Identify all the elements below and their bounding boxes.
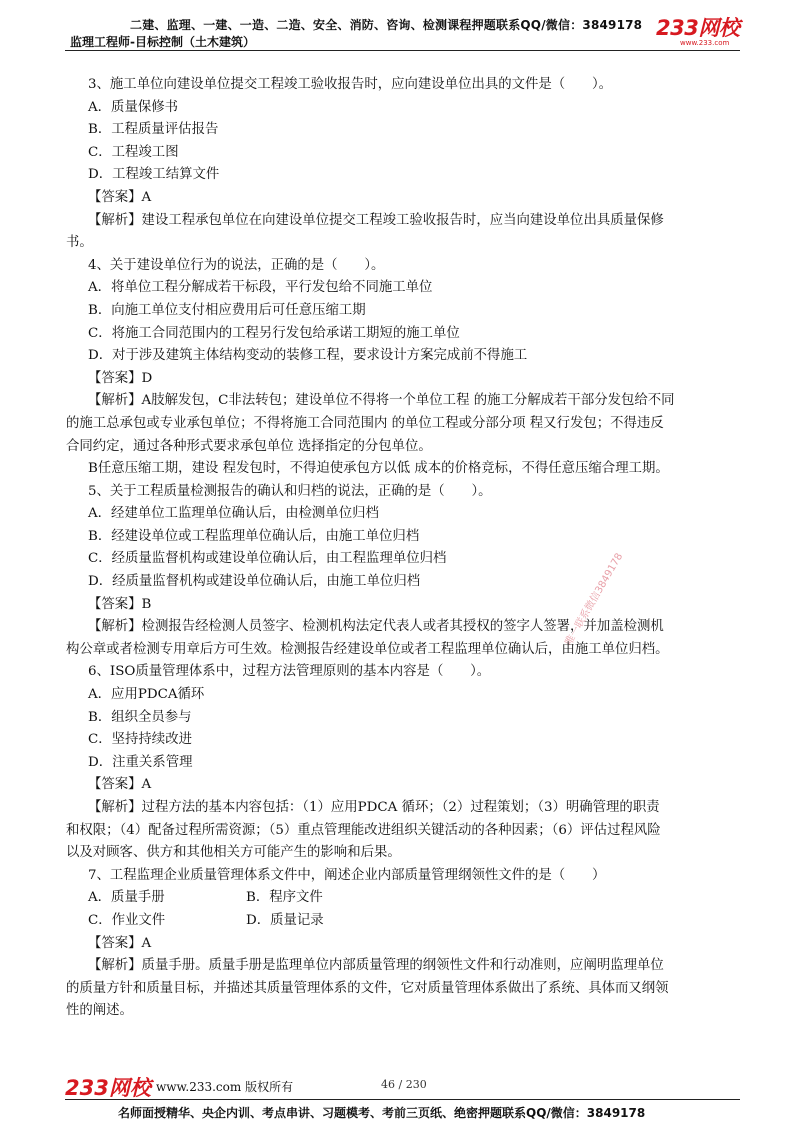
- question-7-option-c: C．作业文件: [88, 912, 166, 928]
- question-4-analysis-cont-3: B任意压缩工期，建设 程发包时，不得迫使承包方以低 成本的价格竞标，不得任意压缩合理工期。: [88, 461, 669, 477]
- question-4-analysis: 【解析】A肢解发包，C非法转包；建设单位不得将一个单位工程 的施工分解成若干部分发包给不同: [88, 393, 675, 409]
- watermark: 唯一联系微信3849178: [563, 551, 626, 648]
- question-5-analysis: 【解析】检测报告经检测人员签字、检测机构法定代表人或者其授权的签字人签署，并加盖检测机: [88, 619, 664, 635]
- question-5-option-a: A．经建单位工监理单位确认后，由检测单位归档: [88, 506, 379, 522]
- question-7-analysis-cont-1: 的质量方针和质量目标，并描述其质量管理体系的文件，它对质量管理体系做出了系统、具体而又纲领: [66, 980, 669, 996]
- question-5-option-b: B．经建设单位或工程监理单位确认后，由施工单位归档: [88, 528, 420, 544]
- question-4-stem: 4、关于建设单位行为的说法，正确的是（ ）。: [88, 257, 385, 273]
- footer-site-copyright: www.233.com 版权所有: [156, 1080, 294, 1094]
- header-logo-url: www.233.com: [680, 39, 730, 47]
- question-6-option-c: C．坚持持续改进: [88, 732, 192, 748]
- footer-divider: [65, 1099, 740, 1100]
- header-divider: [65, 50, 740, 51]
- question-6-option-d: D．注重关系管理: [88, 754, 193, 770]
- question-3-analysis-cont: 书。: [66, 235, 93, 251]
- question-3-option-c: C．工程竣工图: [88, 144, 179, 160]
- question-4-option-a: A．将单位工程分解成若干标段，平行发包给不同施工单位: [88, 280, 433, 296]
- question-6-option-a: A．应用PDCA循环: [88, 687, 205, 703]
- question-3-analysis: 【解析】建设工程承包单位在向建设单位提交工程竣工验收报告时，应当向建设单位出具质量保修: [88, 212, 664, 228]
- question-7-stem: 7、工程监理企业质量管理体系文件中，阐述企业内部质量管理纲领性文件的是（ ）: [88, 867, 606, 883]
- question-4-option-d: D．对于涉及建筑主体结构变动的装修工程，要求设计方案完成前不得施工: [88, 348, 528, 364]
- question-7-answer: 【答案】A: [88, 935, 152, 951]
- question-5-analysis-cont: 构公章或者检测专用章后方可生效。检测报告经建设单位或者工程监理单位确认后，由施工单位归档。: [66, 641, 669, 657]
- question-5-option-c: C．经质量监督机构或建设单位确认后，由工程监理单位归档: [88, 551, 447, 567]
- question-7-options-row-2: [88, 910, 738, 933]
- question-6-analysis: 【解析】过程方法的基本内容包括：（1）应用PDCA 循环；（2）过程策划；（3）明确管理的职责: [88, 800, 660, 815]
- question-4-option-b: B．向施工单位支付相应费用后可任意压缩工期: [88, 302, 366, 318]
- question-3-option-a: A．质量保修书: [88, 99, 179, 115]
- question-6-stem: 6、ISO质量管理体系中，过程方法管理原则的基本内容是（ ）。: [88, 664, 491, 680]
- question-4-option-c: C．将施工合同范围内的工程另行发包给承诺工期短的施工单位: [88, 325, 460, 341]
- header-logo: [656, 16, 740, 47]
- header-subject-title: 监理工程师-目标控制（土木建筑）: [70, 35, 255, 49]
- header-logo-text: 233网校: [656, 16, 740, 40]
- question-7-analysis-cont-2: 性的阐述。: [66, 1003, 133, 1019]
- footer-contact-line: 名师面授精华、央企内训、考点串讲、习题模考、考前三页纸、绝密押题联系QQ/微信：3849178: [118, 1106, 646, 1120]
- document-body: [66, 74, 738, 1023]
- question-7-options-row-1: [88, 887, 738, 910]
- question-3-option-d: D．工程竣工结算文件: [88, 167, 220, 183]
- header-contact-line: 二建、监理、一建、一造、二造、安全、消防、咨询、检测课程押题联系QQ/微信：3849178: [130, 18, 643, 32]
- footer-logo: 233网校: [65, 1076, 151, 1100]
- question-5-stem: 5、关于工程质量检测报告的确认和归档的说法，正确的是（ ）。: [88, 483, 492, 499]
- question-6-option-b: B．组织全员参与: [88, 709, 192, 725]
- question-6-answer: 【答案】A: [88, 777, 152, 793]
- question-3-option-b: B．工程质量评估报告: [88, 122, 219, 138]
- question-6-analysis-cont-1: 和权限；（4）配备过程所需资源；（5）重点管理能改进组织关键活动的各种因素；（6）评估过程风险: [66, 822, 661, 838]
- question-3-stem: 3、施工单位向建设单位提交工程竣工验收报告时，应向建设单位出具的文件是（ ）。: [88, 77, 613, 92]
- question-7-option-a: A．质量手册: [88, 890, 165, 906]
- question-6-analysis-cont-2: 以及对顾客、供方和其他相关方可能产生的影响和后果。: [66, 845, 401, 861]
- question-7-option-b: B．程序文件: [246, 890, 323, 906]
- footer-page-number: 46 / 230: [381, 1078, 427, 1091]
- question-5-answer: 【答案】B: [88, 596, 152, 612]
- question-5-option-d: D．经质量监督机构或建设单位确认后，由施工单位归档: [88, 574, 421, 590]
- question-4-answer: 【答案】D: [88, 370, 153, 386]
- question-7-option-d: D．质量记录: [246, 912, 324, 928]
- question-7-analysis: 【解析】质量手册。质量手册是监理单位内部质量管理的纲领性文件和行动准则，应阐明监理单位: [88, 958, 664, 974]
- question-4-analysis-cont-2: 合同约定，通过各种形式要求承包单位 选择指定的分包单位。: [66, 438, 432, 454]
- question-3-answer: 【答案】A: [88, 189, 152, 205]
- question-4-analysis-cont-1: 的施工总承包或专业承包单位；不得将施工合同范围内 的单位工程或分部分项 程又行发包；不得违反: [66, 415, 664, 431]
